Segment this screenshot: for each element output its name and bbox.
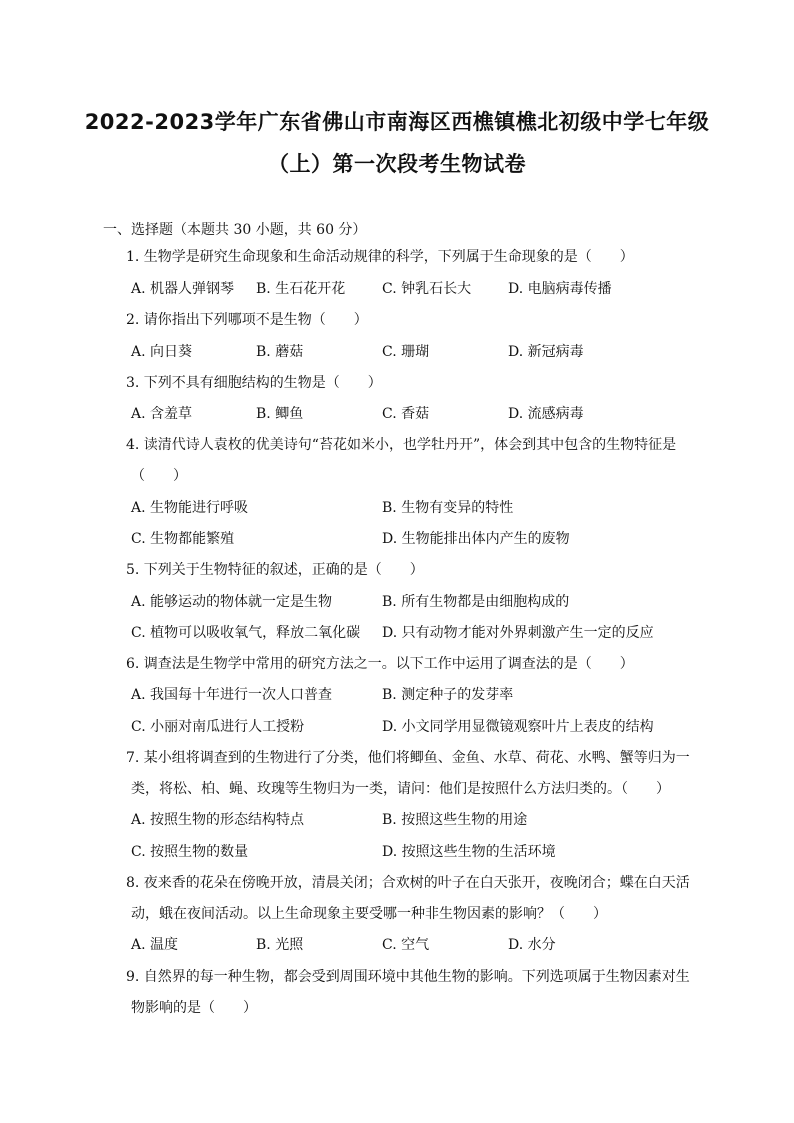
question-6-text: 6. 调查法是生物学中常用的研究方法之一。以下工作中运用了调查法的是（ ） — [126, 656, 634, 672]
question-1-text: 1. 生物学是研究生命现象和生命活动规律的科学，下列属于生命现象的是（ ） — [126, 249, 634, 265]
question-2-option-d: D. 新冠病毒 — [508, 344, 584, 360]
question-8-text: 8. 夜来香的花朵在傍晚开放，清晨关闭；合欢树的叶子在白天张开，夜晚闭合；蝶在白天活 — [126, 875, 690, 891]
question-5-option-c: C. 植物可以吸收氧气，释放二氧化碳 — [131, 625, 361, 641]
question-8-option-a: A. 温度 — [131, 937, 179, 953]
question-4-option-d: D. 生物能排出体内产生的废物 — [382, 531, 570, 547]
question-5-option-b: B. 所有生物都是由细胞构成的 — [382, 594, 570, 610]
question-1-option-c: C. 钟乳石长大 — [382, 281, 472, 297]
question-4-text-cont: （ ） — [131, 468, 187, 484]
question-5-option-a: A. 能够运动的物体就一定是生物 — [131, 594, 333, 610]
question-6-option-d: D. 小文同学用显微镜观察叶片上表皮的结构 — [382, 719, 654, 735]
question-3-option-c: C. 香菇 — [382, 406, 430, 422]
question-1-option-a: A. 机器人弹钢琴 — [131, 281, 235, 297]
question-8-option-b: B. 光照 — [256, 937, 304, 953]
question-3-option-b: B. 鲫鱼 — [256, 406, 304, 422]
question-7-option-b: B. 按照这些生物的用途 — [382, 812, 528, 828]
question-1-option-b: B. 生石花开花 — [256, 281, 346, 297]
question-6-option-b: B. 测定种子的发芽率 — [382, 687, 514, 703]
question-4-option-c: C. 生物都能繁殖 — [131, 531, 235, 547]
question-7-text-cont: 类，将松、柏、蝇、玫瑰等生物归为一类，请问：他们是按照什么方法归类的。（ ） — [131, 781, 670, 797]
question-8-option-d: D. 水分 — [508, 937, 556, 953]
question-5-option-d: D. 只有动物才能对外界刺激产生一定的反应 — [382, 625, 654, 641]
question-8-option-c: C. 空气 — [382, 937, 430, 953]
question-2-option-c: C. 珊瑚 — [382, 344, 430, 360]
question-9-text-cont: 物影响的是（ ） — [131, 1000, 257, 1016]
question-2-option-a: A. 向日葵 — [131, 344, 193, 360]
question-3-option-a: A. 含羞草 — [131, 406, 193, 422]
question-7-option-d: D. 按照这些生物的生活环境 — [382, 844, 556, 860]
question-8-text-cont: 动，蛾在夜间活动。以上生命现象主要受哪一种非生物因素的影响？（ ） — [131, 906, 607, 922]
question-6-option-c: C. 小丽对南瓜进行人工授粉 — [131, 719, 305, 735]
section-heading: 一、选择题（本题共 30 小题，共 60 分） — [103, 222, 367, 238]
question-5-text: 5. 下列关于生物特征的叙述，正确的是（ ） — [126, 562, 424, 578]
question-4-text: 4. 读清代诗人袁枚的优美诗句“苔花如米小，也学牡丹开”，体会到其中包含的生物特征是 — [126, 437, 677, 453]
question-1-option-d: D. 电脑病毒传播 — [508, 281, 612, 297]
question-2-text: 2. 请你指出下列哪项不是生物（ ） — [126, 312, 368, 328]
exam-title-line-1: 2022-2023学年广东省佛山市南海区西樵镇樵北初级中学七年级 — [84, 110, 710, 134]
question-4-option-a: A. 生物能进行呼吸 — [131, 500, 249, 516]
question-7-option-c: C. 按照生物的数量 — [131, 844, 249, 860]
question-3-text: 3. 下列不具有细胞结构的生物是（ ） — [126, 375, 382, 391]
question-3-option-d: D. 流感病毒 — [508, 406, 584, 422]
question-6-option-a: A. 我国每十年进行一次人口普查 — [131, 687, 333, 703]
question-2-option-b: B. 蘑菇 — [256, 344, 304, 360]
exam-title-line-2: （上）第一次段考生物试卷 — [268, 152, 526, 176]
question-7-text: 7. 某小组将调查到的生物进行了分类，他们将鲫鱼、金鱼、水草、荷花、水鸭、蟹等归为一 — [126, 750, 690, 766]
question-4-option-b: B. 生物有变异的特性 — [382, 500, 514, 516]
question-9-text: 9. 自然界的每一种生物，都会受到周围环境中其他生物的影响。下列选项属于生物因素对生 — [126, 969, 690, 985]
question-7-option-a: A. 按照生物的形态结构特点 — [131, 812, 305, 828]
